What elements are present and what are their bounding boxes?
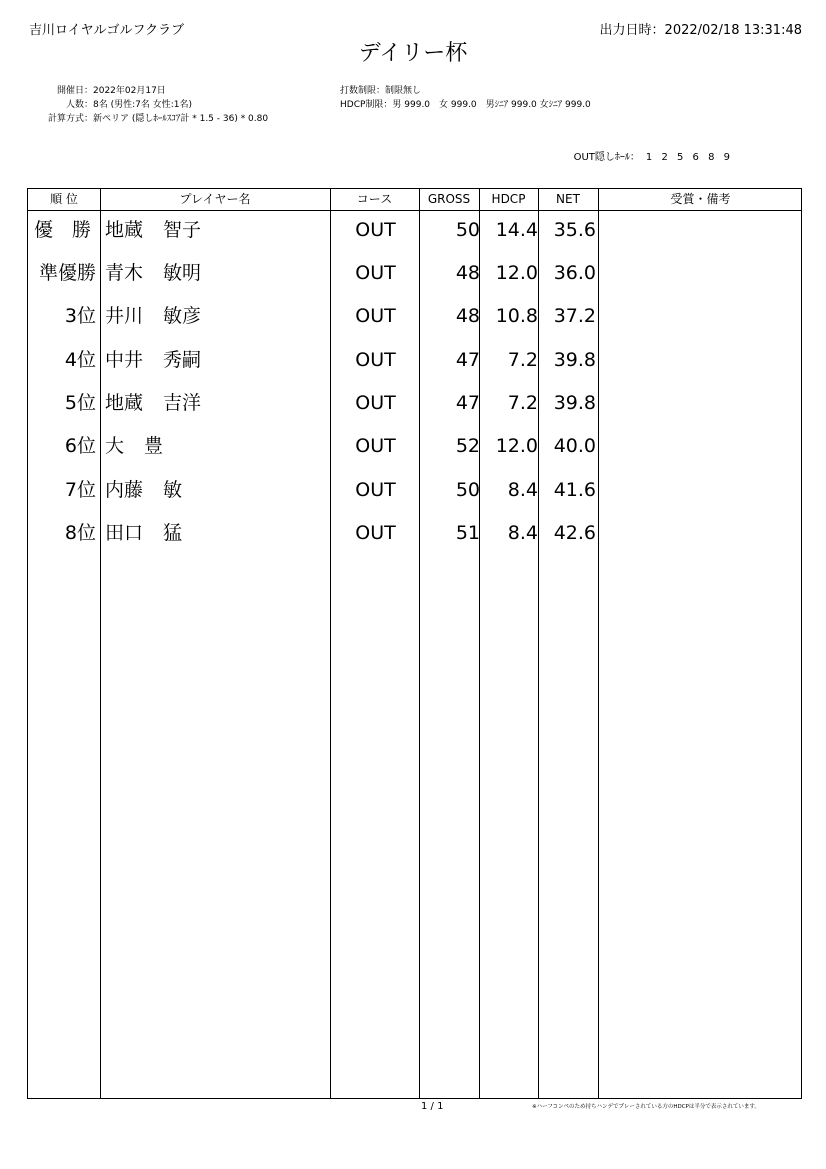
calc-value: 新ペリア (隠しﾎｰﾙｽｺｱ計 * 1.5 - 36) * 0.80 [93, 114, 269, 124]
header-hdcp: HDCP [491, 192, 526, 206]
count-key: 人数： [65, 100, 93, 110]
output-value: 2022/02/18 13:31:48 [664, 23, 802, 38]
player-name-cell [105, 512, 325, 555]
player-name-cell [105, 382, 325, 425]
given-name: 秀嗣 [163, 349, 202, 371]
rank-cell: 7位 [64, 479, 96, 501]
gross-cell: 47 [455, 392, 480, 414]
gross-cell: 51 [455, 522, 480, 544]
gross-cell: 48 [455, 305, 480, 327]
hidden-holes-label: OUT隠しﾎｰﾙ： [573, 152, 640, 163]
rank-cell: 準優勝 [38, 262, 96, 284]
net-cell: 41.6 [553, 479, 596, 501]
player-name-cell [105, 339, 325, 382]
results-table [27, 188, 802, 1099]
page-number: 1 / 1 [421, 1101, 444, 1112]
surname: 青木 [105, 262, 144, 284]
rank-cell: 4位 [64, 349, 96, 371]
event-info [33, 84, 268, 126]
surname: 地蔵 [105, 392, 144, 414]
date-value: 2022年02月17日 [93, 86, 166, 96]
hidden-holes-list: 1 2 5 6 8 9 [645, 152, 730, 163]
hdcp-limit: HDCP制限：男 999.0 女 999.0 男ｼﾆｱ 999.0 女ｼﾆｱ 999.0 [340, 100, 591, 110]
player-name-cell [105, 209, 325, 252]
player-name-cell [105, 425, 325, 468]
hdcp-cell: 10.8 [495, 305, 538, 327]
surname: 中井 [105, 349, 144, 371]
rank-cell: 5位 [64, 392, 96, 414]
player-name-cell [105, 295, 325, 338]
net-cell: 42.6 [553, 522, 596, 544]
club-name: 吉川ロイヤルゴルフクラブ [29, 23, 185, 38]
header-rank: 順 位 [50, 192, 78, 206]
rank-cell: 8位 [64, 522, 96, 544]
table-row [28, 512, 801, 555]
course-cell: OUT [355, 392, 396, 414]
given-name: 吉洋 [163, 392, 202, 414]
date-key: 開催日： [56, 86, 93, 96]
table-row [28, 425, 801, 468]
rank-cell: 6位 [64, 435, 96, 457]
calc-key: 計算方式： [47, 114, 93, 124]
given-name: 敏 [163, 479, 183, 501]
net-cell: 39.8 [553, 349, 596, 371]
gross-cell: 52 [455, 435, 480, 457]
gross-cell: 50 [455, 219, 480, 241]
net-cell: 39.8 [553, 392, 596, 414]
net-cell: 37.2 [553, 305, 596, 327]
table-row [28, 295, 801, 338]
gross-cell: 50 [455, 479, 480, 501]
hdcp-cell: 12.0 [495, 435, 538, 457]
course-cell: OUT [355, 435, 396, 457]
table-row [28, 209, 801, 252]
net-cell: 40.0 [553, 435, 596, 457]
player-name-cell [105, 469, 325, 512]
given-name: 豊 [144, 435, 164, 457]
hdcp-cell: 7.2 [507, 392, 538, 414]
hdcp-cell: 14.4 [495, 219, 538, 241]
table-row [28, 339, 801, 382]
gross-cell: 48 [455, 262, 480, 284]
given-name: 智子 [163, 219, 202, 241]
header-gross: GROSS [427, 192, 471, 206]
hdcp-cell: 8.4 [507, 479, 538, 501]
hdcp-cell: 12.0 [495, 262, 538, 284]
rank-cell: 3位 [64, 305, 96, 327]
header-course: コース [356, 192, 393, 206]
gross-cell: 47 [455, 349, 480, 371]
net-cell: 35.6 [553, 219, 596, 241]
given-name: 敏明 [163, 262, 202, 284]
net-cell: 36.0 [553, 262, 596, 284]
surname: 大 [105, 435, 125, 457]
header-remarks: 受賞・備考 [670, 192, 731, 206]
given-name: 敏彦 [163, 305, 202, 327]
course-cell: OUT [355, 305, 396, 327]
surname: 地蔵 [105, 219, 144, 241]
course-cell: OUT [355, 522, 396, 544]
header-player: プレイヤー名 [179, 192, 251, 206]
table-row [28, 382, 801, 425]
course-cell: OUT [355, 349, 396, 371]
footnote: ※ハーフコンペのため持ちハンデでプレーされている方のHDCPは半分で表示されています。 [532, 1104, 760, 1110]
table-row [28, 469, 801, 512]
table-row [28, 252, 801, 295]
player-name-cell [105, 252, 325, 295]
given-name: 猛 [163, 522, 183, 544]
stroke-limit: 打数制限：制限無し [340, 86, 422, 96]
limit-info [340, 84, 591, 112]
rank-cell: 優 勝 [34, 219, 92, 241]
output-label: 出力日時： [599, 23, 665, 38]
surname: 田口 [105, 522, 144, 544]
surname: 内藤 [105, 479, 144, 501]
count-value: 8名 (男性:7名 女性:1名) [93, 100, 192, 110]
hidden-holes [574, 148, 730, 163]
page-title: デイリー杯 [358, 41, 468, 66]
course-cell: OUT [355, 262, 396, 284]
hdcp-cell: 7.2 [507, 349, 538, 371]
header-net: NET [556, 192, 580, 206]
hdcp-cell: 8.4 [507, 522, 538, 544]
course-cell: OUT [355, 479, 396, 501]
course-cell: OUT [355, 219, 396, 241]
surname: 井川 [105, 305, 144, 327]
